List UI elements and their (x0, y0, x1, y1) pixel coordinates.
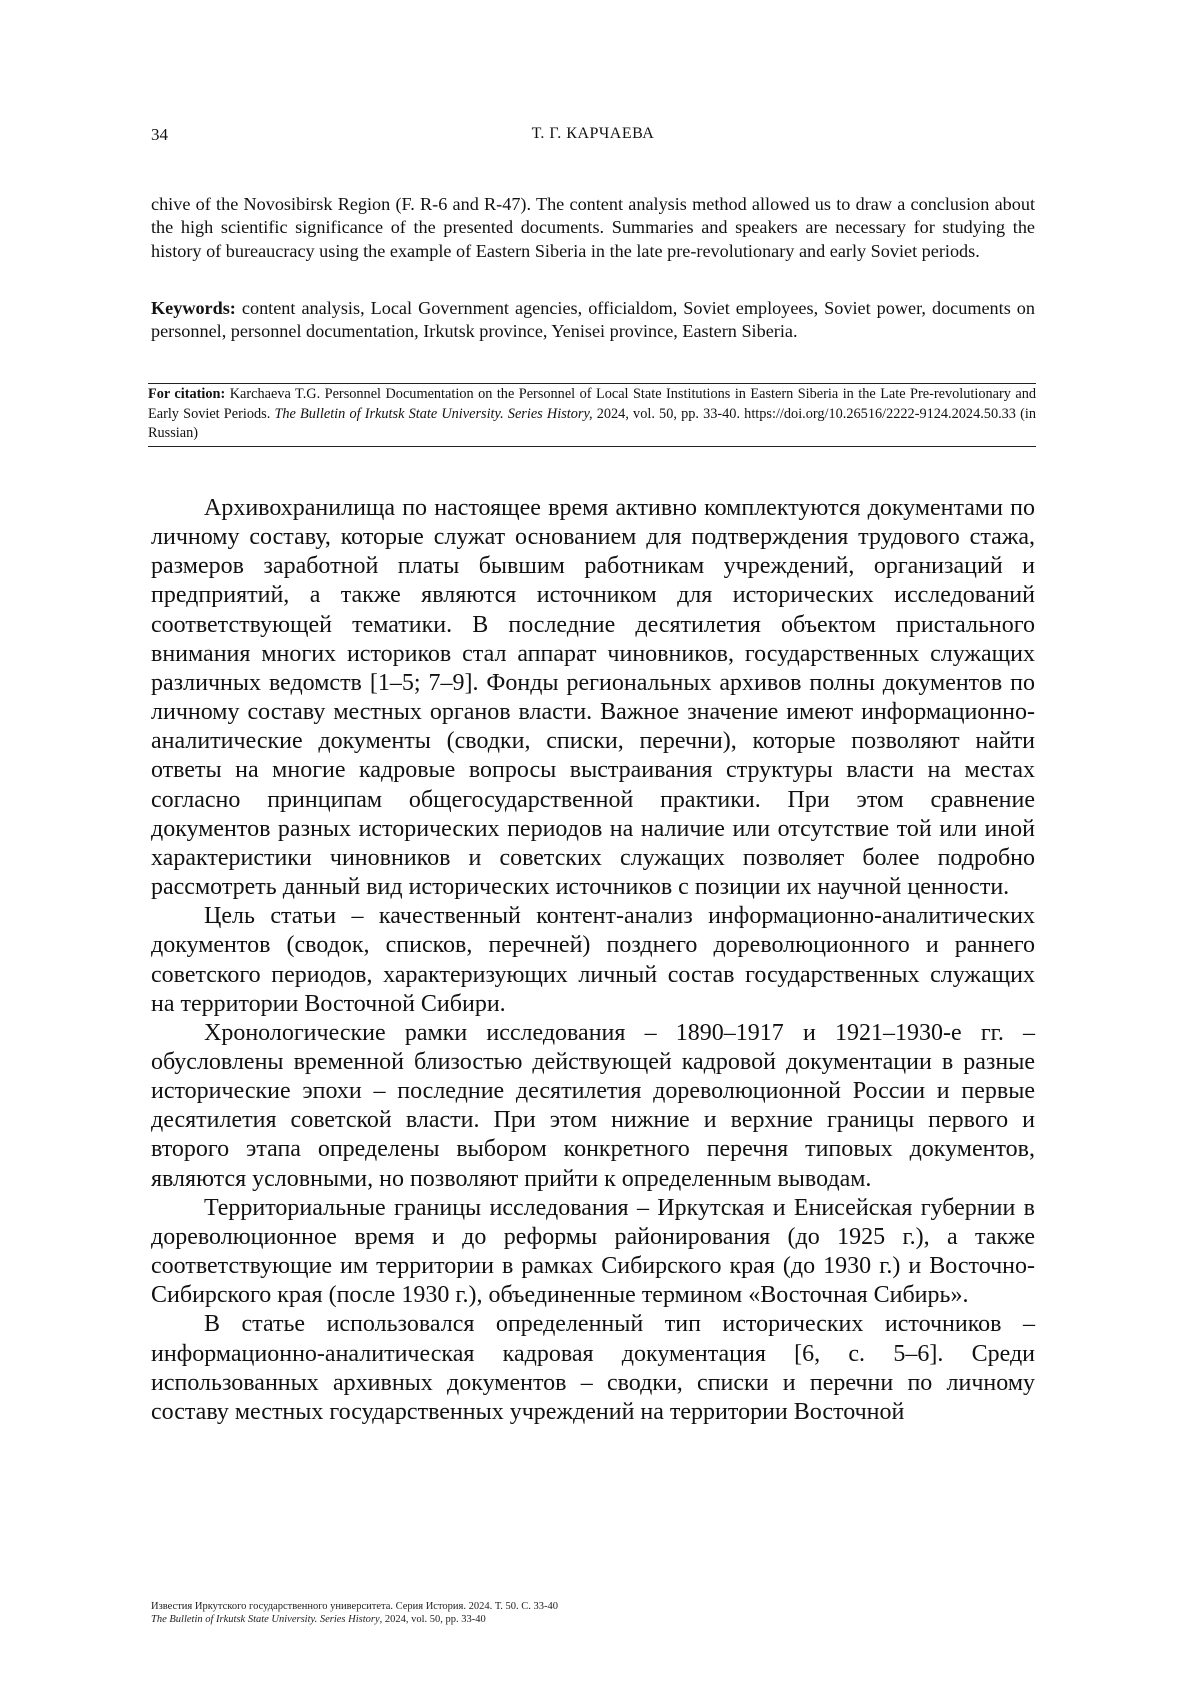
citation-label: For citation: (148, 386, 226, 402)
keywords-paragraph (151, 297, 1035, 344)
body-paragraph: Территориальные границы исследования – Иркутская и Енисейская губернии в дореволюционное время и до реформы районирования (до 1925 г.), а также соответствующие им территории в рамках Сибирского края (до 1930 г.) и Восточно-Сибирского края (после 1930 г.), объединенные термином «Восточная Сибирь». (151, 1194, 1035, 1309)
article-body (151, 494, 1035, 1427)
page-header (151, 125, 1035, 151)
abstract-continuation (151, 193, 1035, 263)
footer-journal-en: The Bulletin of Irkutsk State University. Series History (151, 1614, 380, 1625)
keywords-label: Keywords: (151, 298, 236, 318)
keywords-block (151, 297, 1035, 344)
body-paragraph: Хронологические рамки исследования – 1890–1917 и 1921–1930-е гг. – обусловлены временной близостью действующей кадровой документации в разные исторические эпохи – последние десятилетия дореволюционной России и первые десятилетия советской власти. При этом нижние и верхние границы первого и второго этапа определены выбором конкретного перечня типовых документов, являются условными, но позволяют прийти к определенным выводам. (151, 1019, 1035, 1192)
page-number: 34 (151, 125, 168, 144)
footer-line-en (151, 1613, 751, 1626)
footer-details-en: , 2024, vol. 50, pp. 33-40 (379, 1614, 486, 1625)
running-head-author: Т. Г. КАРЧАЕВА (531, 125, 655, 142)
keywords-text: content analysis, Local Government agencies, officialdom, Soviet employees, Soviet power, documents on personnel, personnel documentation, Irkutsk province, Yenisei province, Eastern Siberia. (151, 298, 1035, 342)
abstract-text: chive of the Novosibirsk Region (F. R-6 and R-47). The content analysis method allowed us to draw a conclusion about the high scientific significance of the presented documents. Summaries and speakers are necessary for studying the history of bureaucracy using the example of Eastern Siberia in the late pre-revolutionary and early Soviet periods. (151, 194, 1035, 261)
citation-text: Karchaeva T.G. Personnel Documentation on the Personnel of Local State Institutions in Eastern Siberia in the Late Pre-revolutionary and Early Soviet Periods. (148, 386, 1036, 422)
body-paragraph: В статье использовался определенный тип исторических источников – информационно-аналитическая кадровая документация [6, с. 5–6]. Среди использованных архивных документов – сводки, списки и перечни по личному составу местных государственных учреждений на территории Восточной (151, 1311, 1035, 1425)
page-footer (151, 1600, 751, 1626)
body-paragraph: Цель статьи – качественный контент-анализ информационно-аналитических документов (сводок, списков, перечней) позднего дореволюционного и раннего советского периодов, характеризующих личный состав государственных служащих на территории Восточной Сибири. (151, 903, 1035, 1017)
footer-line-ru: Известия Иркутского государственного университета. Серия История. 2024. Т. 50. С. 33-40 (151, 1601, 558, 1612)
citation-box (148, 383, 1036, 447)
citation-details: 2024, vol. 50, pp. 33-40. https://doi.org/10.26516/2222-9124.2024.50.33 (in Russian) (148, 405, 1036, 441)
citation-paragraph (148, 384, 1036, 444)
body-paragraph: Архивохранилища по настоящее время активно комплектуются документами по личному составу, которые служат основанием для подтверждения трудового стажа, размеров заработной платы бывшим работникам учреждений, организаций и предприятий, а также являются источником для исторических исследований соответствующей тематики. В последние десятилетия объектом пристального внимания многих историков стал аппарат чиновников, государственных служащих различных ведомств [1–5; 7–9]. Фонды региональных архивов полны документов по личному составу местных органов власти. Важное значение имеют информационно-аналитические документы (сводки, списки, перечни), которые позволяют найти ответы на многие кадровые вопросы выстраивания структуры власти на местах согласно принципам общегосударственной практики. При этом сравнение документов разных исторических периодов на наличие или отсутствие той или иной характеристики чиновников и советских служащих позволяет более подробно рассмотреть данный вид исторических источников с позиции их научной ценности. (151, 495, 1035, 901)
citation-journal: The Bulletin of Irkutsk State University. Series History, (274, 405, 593, 422)
